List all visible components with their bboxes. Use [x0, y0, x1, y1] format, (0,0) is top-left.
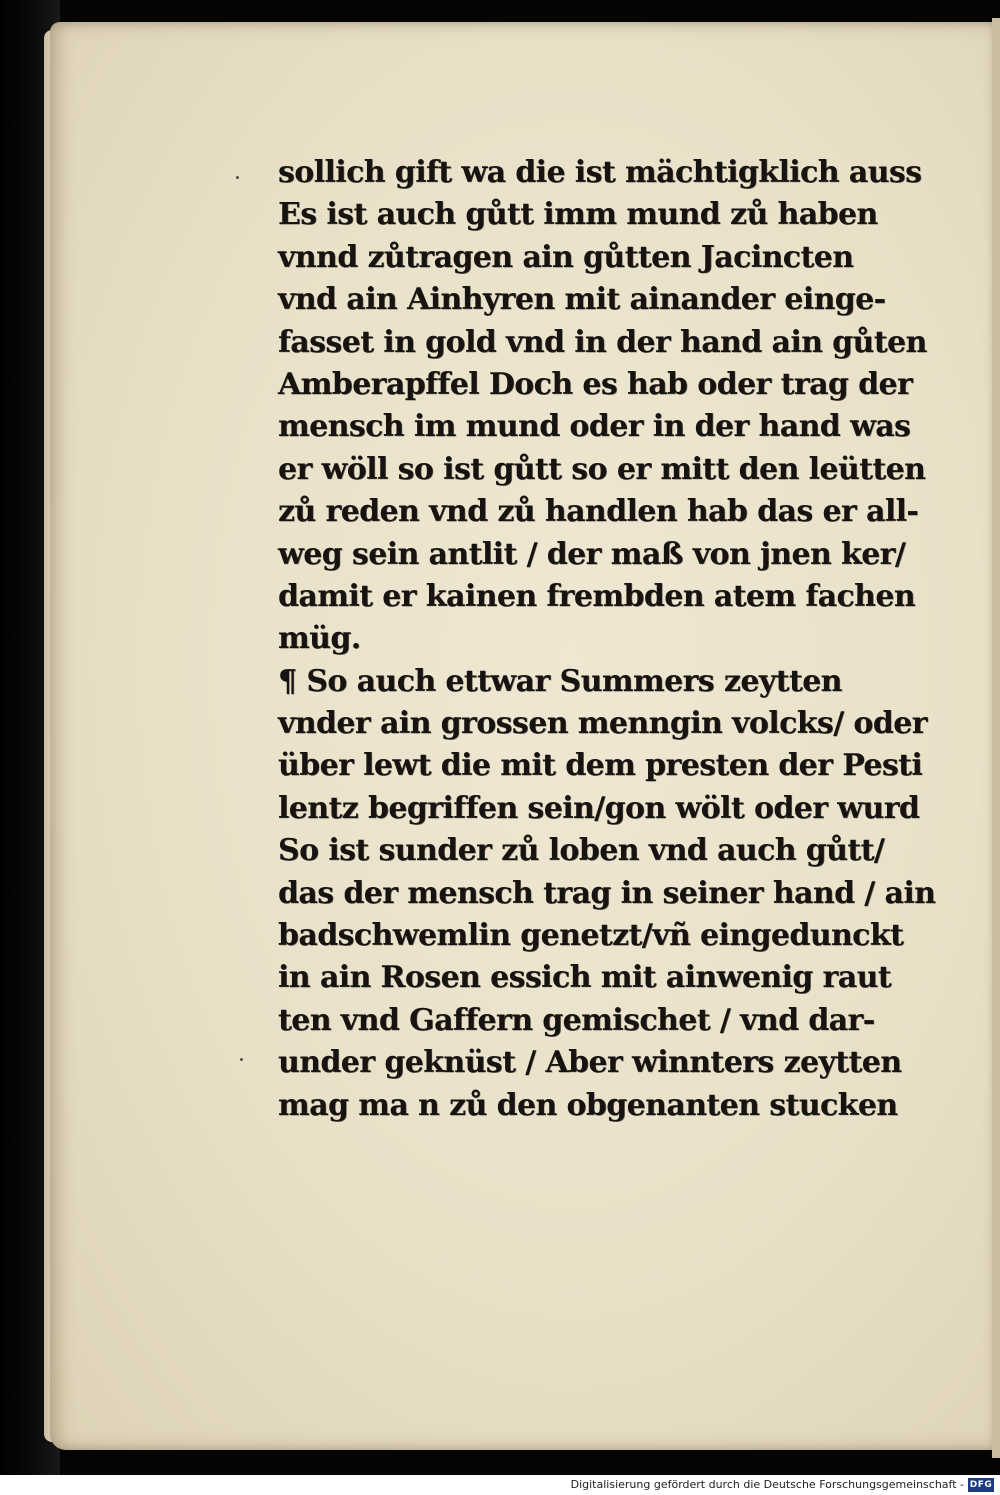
text-line: fasset in gold vnd in der hand ain gůten — [278, 324, 927, 360]
text-line: zů reden vnd zů handlen hab das er all- — [278, 494, 919, 530]
text-line: in ain Rosen essich mit ainwenig raut — [278, 960, 892, 996]
text-line: sollich gift wa die ist mächtigklich auss — [278, 155, 922, 190]
page-text — [278, 152, 936, 1127]
text-line: Es ist auch gůtt imm mund zů haben — [278, 197, 878, 233]
text-line: mag ma n zů den obgenanten stucken — [278, 1087, 898, 1123]
text-line: ten vnd Gaffern gemischet / vnd dar- — [278, 1002, 875, 1038]
ink-speck — [236, 176, 239, 179]
text-line: weg sein antlit / der maß von jnen ker/ — [278, 536, 906, 572]
text-line: vnder ain grossen menngin volcks/ oder — [278, 706, 927, 742]
text-line: damit er kainen frembden atem fachen — [278, 578, 916, 614]
funding-notice: Digitalisierung gefördert durch die Deutsche Forschungsgemeinschaft - — [570, 1478, 964, 1491]
text-line: mensch im mund oder in der hand was — [278, 409, 911, 445]
text-line: vnnd zůtragen ain gůtten Jacincten — [278, 239, 854, 275]
right-page-edge — [992, 18, 1000, 1458]
ink-speck — [240, 1058, 243, 1061]
text-line: under geknüst / Aber winnters zeytten — [278, 1045, 902, 1081]
dfg-logo-icon: DFG — [969, 1480, 993, 1490]
text-line: lentz begriffen sein/gon wölt oder wurd — [278, 790, 920, 826]
text-line: müg. — [278, 621, 361, 657]
text-line: über lewt die mit dem presten der Pesti — [278, 748, 923, 784]
text-line: So ist sunder zů loben vnd auch gůtt/ — [278, 833, 885, 869]
footer-bar — [0, 1475, 1000, 1495]
text-line: ¶ So auch ettwar Summers zeytten — [278, 663, 842, 699]
text-line: badschwemlin genetzt/vñ eingedunckt — [278, 918, 904, 954]
text-line: Amberapffel Doch es hab oder trag der — [278, 366, 913, 402]
text-line: das der mensch trag in seiner hand / ain — [278, 875, 936, 911]
text-line: er wöll so ist gůtt so er mitt den leütten — [278, 451, 926, 487]
text-line: vnd ain Ainhyren mit ainander einge- — [278, 282, 886, 318]
